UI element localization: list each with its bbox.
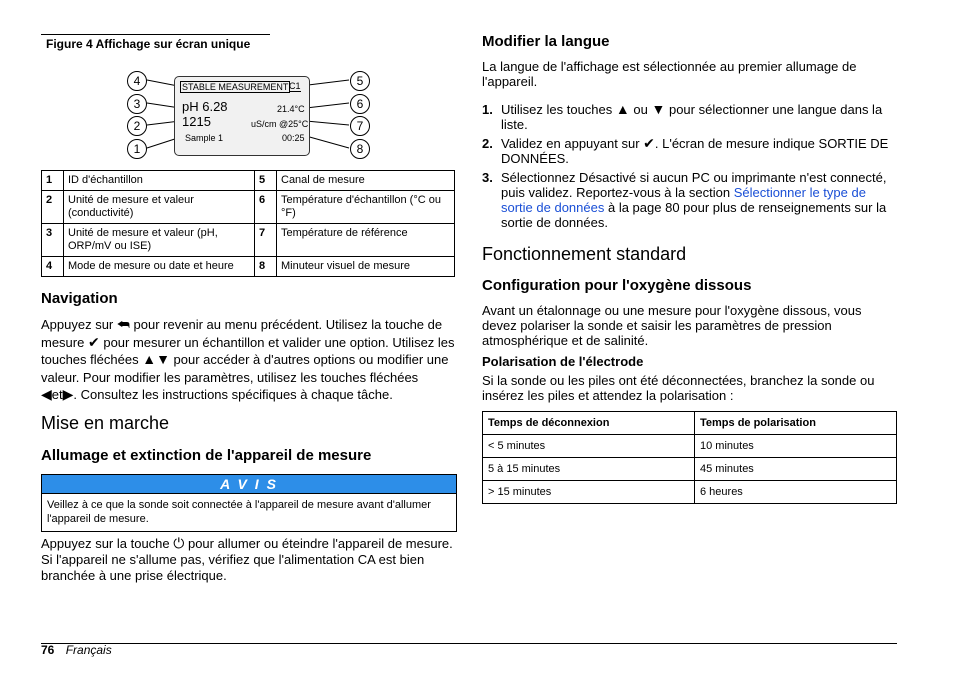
table-row bbox=[483, 481, 897, 504]
table-row bbox=[483, 458, 897, 481]
callout-8: 8 bbox=[350, 139, 370, 159]
footer-language: Français bbox=[65, 643, 112, 657]
legend-row bbox=[42, 171, 455, 191]
table-row bbox=[483, 435, 897, 458]
legend-number: 6 bbox=[255, 191, 277, 224]
left-arrow-icon: ◀ bbox=[41, 386, 52, 402]
table-cell: 5 à 15 minutes bbox=[483, 458, 695, 481]
list-item: 1. Utilisez les touches ▲ ou ▼ pour sélectionner une langue dans la liste. bbox=[482, 101, 883, 132]
notice-box bbox=[41, 474, 457, 532]
legend-text: Canal de mesure bbox=[277, 171, 455, 191]
table-cell: 10 minutes bbox=[695, 435, 897, 458]
legend-text: Unité de mesure et valeur (conductivité) bbox=[64, 191, 255, 224]
display-sample-id: Sample 1 bbox=[185, 133, 224, 143]
legend-row bbox=[42, 224, 455, 257]
polarization-heading: Polarisation de l'électrode bbox=[482, 354, 644, 369]
standard-heading: Fonctionnement standard bbox=[482, 244, 687, 264]
up-arrow-icon: ▲ bbox=[142, 351, 157, 367]
oxygen-subheading: Configuration pour l'oxygène dissous bbox=[482, 277, 752, 294]
figure-caption: Figure 4 Affichage sur écran unique bbox=[46, 37, 251, 51]
figure-rule bbox=[41, 34, 270, 35]
data-output-link[interactable]: Sélectionner le type de sortie de données bbox=[501, 185, 866, 215]
polarization-table bbox=[482, 411, 897, 504]
table-cell: 45 minutes bbox=[695, 458, 897, 481]
table-cell: < 5 minutes bbox=[483, 435, 695, 458]
table-cell: > 15 minutes bbox=[483, 481, 695, 504]
page-number: 76 bbox=[41, 643, 55, 657]
legend-text: Unité de mesure et valeur (pH, ORP/mV ou ISE) bbox=[64, 224, 255, 257]
callout-3: 3 bbox=[127, 94, 147, 114]
display-channel: C1 bbox=[289, 81, 301, 91]
display-status-line: STABLE MEASUREMENT bbox=[182, 82, 289, 92]
legend-row bbox=[42, 257, 455, 277]
language-steps bbox=[482, 102, 896, 230]
down-arrow-icon: ▼ bbox=[651, 101, 666, 117]
callout-1: 1 bbox=[127, 139, 147, 159]
legend-number: 8 bbox=[255, 257, 277, 277]
power-paragraph: Appuyez sur la touche ⏻ pour allumer ou éteindre l'appareil de mesure. Si l'appareil ne s'allume pas, vérifiez que l'alimentation CA est bien branchée à une prise électrique. bbox=[41, 535, 453, 583]
display-ph-value: pH 6.28 bbox=[182, 99, 228, 114]
up-arrow-icon: ▲ bbox=[615, 101, 630, 117]
power-icon: ⏻ bbox=[173, 535, 185, 551]
legend-number: 5 bbox=[255, 171, 277, 191]
language-intro: La langue de l'affichage est sélectionnée au premier allumage de l'appareil. bbox=[482, 59, 857, 89]
legend-number: 4 bbox=[42, 257, 64, 277]
oxygen-intro: Avant un étalonnage ou une mesure pour l'oxygène dissous, vous devez polariser la sonde et saisir les paramètres de pression atmosphérique et de salinité. bbox=[482, 303, 862, 348]
figure-legend-table bbox=[41, 170, 455, 277]
checkmark-icon: ✔ bbox=[643, 135, 655, 151]
table-cell: 6 heures bbox=[695, 481, 897, 504]
legend-text: Température d'échantillon (°C ou °F) bbox=[277, 191, 455, 224]
notice-text: Veillez à ce que la sonde soit connectée à l'appareil de mesure avant d'allumer l'appareil de mesure. bbox=[42, 493, 456, 531]
power-subheading: Allumage et extinction de l'appareil de mesure bbox=[41, 447, 372, 464]
list-item: 3. Sélectionnez Désactivé si aucun PC ou imprimante n'est connecté, puis validez. Reportez-vous à la section Sélectionner le type de sortie de données à la page 80 pour plus de renseignements sur la sortie de données. bbox=[482, 170, 887, 230]
navigation-heading: Navigation bbox=[41, 290, 118, 307]
legend-number: 3 bbox=[42, 224, 64, 257]
legend-number: 2 bbox=[42, 191, 64, 224]
display-conductivity-value: 1215 bbox=[182, 114, 211, 129]
back-arrow-icon: ⮪ bbox=[116, 316, 130, 332]
navigation-paragraph: Appuyez sur ⮪ pour revenir au menu précédent. Utilisez la touche de mesure ✔ pour mesurer un échantillon et valider une option. Utilisez les touches fléchées ▲▼ pour accéder à d'autres options ou modifier une valeur. Pour modifier les paramètres, utilisez les touches fléchées ◀et▶. Consultez les instructions spécifiques à chaque tâche. bbox=[41, 316, 455, 402]
footer-rule bbox=[41, 643, 897, 644]
callout-4: 4 bbox=[127, 71, 147, 91]
right-arrow-icon: ▶ bbox=[62, 386, 74, 402]
display-temperature: 21.4°C bbox=[277, 104, 305, 114]
legend-text: ID d'échantillon bbox=[64, 171, 255, 191]
meter-display bbox=[174, 76, 310, 156]
display-reference-unit: uS/cm @25°C bbox=[251, 119, 309, 129]
callout-6: 6 bbox=[350, 94, 370, 114]
down-arrow-icon: ▼ bbox=[156, 351, 170, 367]
legend-number: 7 bbox=[255, 224, 277, 257]
callout-2: 2 bbox=[127, 116, 147, 136]
legend-text: Minuteur visuel de mesure bbox=[277, 257, 455, 277]
column-header: Temps de polarisation bbox=[695, 412, 897, 435]
checkmark-icon: ✔ bbox=[87, 333, 100, 350]
list-item: 2. Validez en appuyant sur ✔. L'écran de mesure indique SORTIE DE DONNÉES. bbox=[482, 135, 889, 166]
display-timer: 00:25 bbox=[282, 133, 305, 143]
legend-number: 1 bbox=[42, 171, 64, 191]
legend-row bbox=[42, 191, 455, 224]
startup-heading: Mise en marche bbox=[41, 413, 170, 433]
legend-text: Température de référence bbox=[277, 224, 455, 257]
page-footer bbox=[41, 643, 112, 657]
callout-5: 5 bbox=[350, 71, 370, 91]
language-heading: Modifier la langue bbox=[482, 33, 610, 50]
column-header: Temps de déconnexion bbox=[483, 412, 695, 435]
notice-title: A V I S bbox=[42, 475, 456, 493]
polarization-text: Si la sonde ou les piles ont été déconnectées, branchez la sonde ou insérez les piles et attendez la polarisation : bbox=[482, 373, 875, 403]
table-header-row bbox=[483, 412, 897, 435]
legend-text: Mode de mesure ou date et heure bbox=[64, 257, 255, 277]
callout-7: 7 bbox=[350, 116, 370, 136]
